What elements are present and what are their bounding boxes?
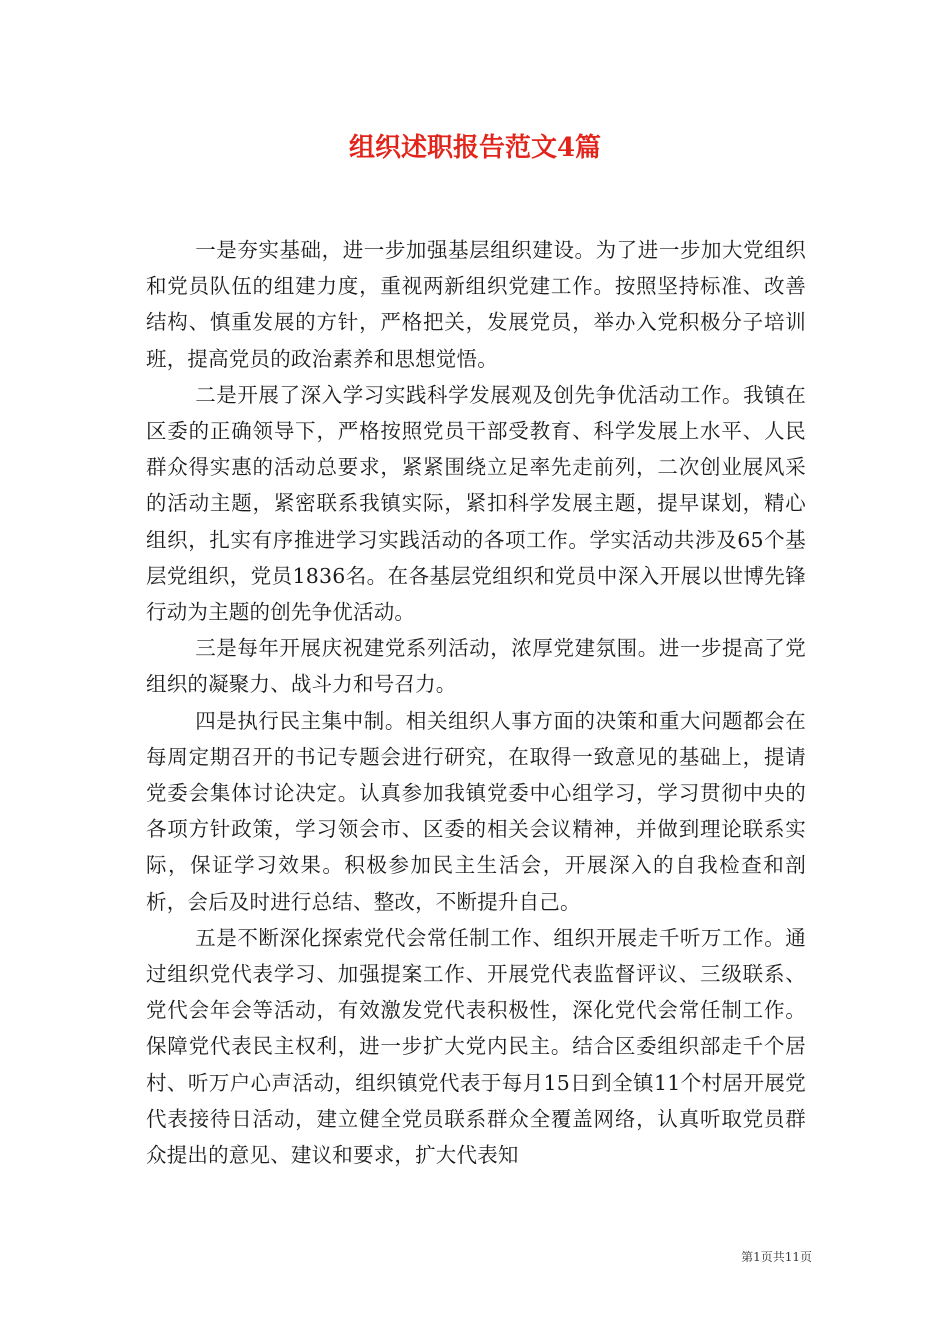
paragraph-4: 四是执行民主集中制。相关组织人事方面的决策和重大问题都会在每周定期召开的书记专题会进行研究，在取得一致意见的基础上，提请党委会集体讨论决定。认真参加我镇党委中心组学习，学习贯彻中央的各项方针政策，学习领会市、区委的相关会议精神，并做到理论联系实际，保证学习效果。积极参加民主生活会，开展深入的自我检查和剖析，会后及时进行总结、整改，不断提升自己。 <box>146 708 806 914</box>
paragraph-3: 三是每年开展庆祝建党系列活动，浓厚党建氛围。进一步提高了党组织的凝聚力、战斗力和号召力。 <box>146 636 806 697</box>
paragraph-2: 二是开展了深入学习实践科学发展观及创先争优活动工作。我镇在区委的正确领导下，严格按照党员干部受教育、科学发展上水平、人民群众得实惠的活动总要求，紧紧围绕立足率先走前列，二次创业展风采的活动主题，紧密联系我镇实际，紧扣科学发展主题，提早谋划，精心组织，扎实有序推进学习实践活动的各项工作。学实活动共涉及65个基层党组织，党员1836名。在各基层党组织和党员中深入开展以世博先锋行动为主题的创先争优活动。 <box>146 382 806 625</box>
paragraph-5: 五是不断深化探索党代会常任制工作、组织开展走千听万工作。通过组织党代表学习、加强提案工作、开展党代表监督评议、三级联系、党代会年会等活动，有效激发党代表积极性，深化党代会常任制工作。保障党代表民主权利，进一步扩大党内民主。结合区委组织部走千个居村、听万户心声活动，组织镇党代表于每月15日到全镇11个村居开展党代表接待日活动，建立健全党员联系群众全覆盖网络，认真听取党员群众提出的意见、建议和要求，扩大代表知 <box>146 925 806 1168</box>
page-number: 第1页共11页 <box>741 1250 812 1264</box>
paragraph-1: 一是夯实基础，进一步加强基层组织建设。为了进一步加大党组织和党员队伍的组建力度，重视两新组织党建工作。按照坚持标准、改善结构、慎重发展的方针，严格把关，发展党员，举办入党积极分子培训班，提高党员的政治素养和思想觉悟。 <box>146 238 806 371</box>
page-title: 组织述职报告范文4篇 <box>348 133 602 163</box>
document-body <box>146 232 806 1173</box>
